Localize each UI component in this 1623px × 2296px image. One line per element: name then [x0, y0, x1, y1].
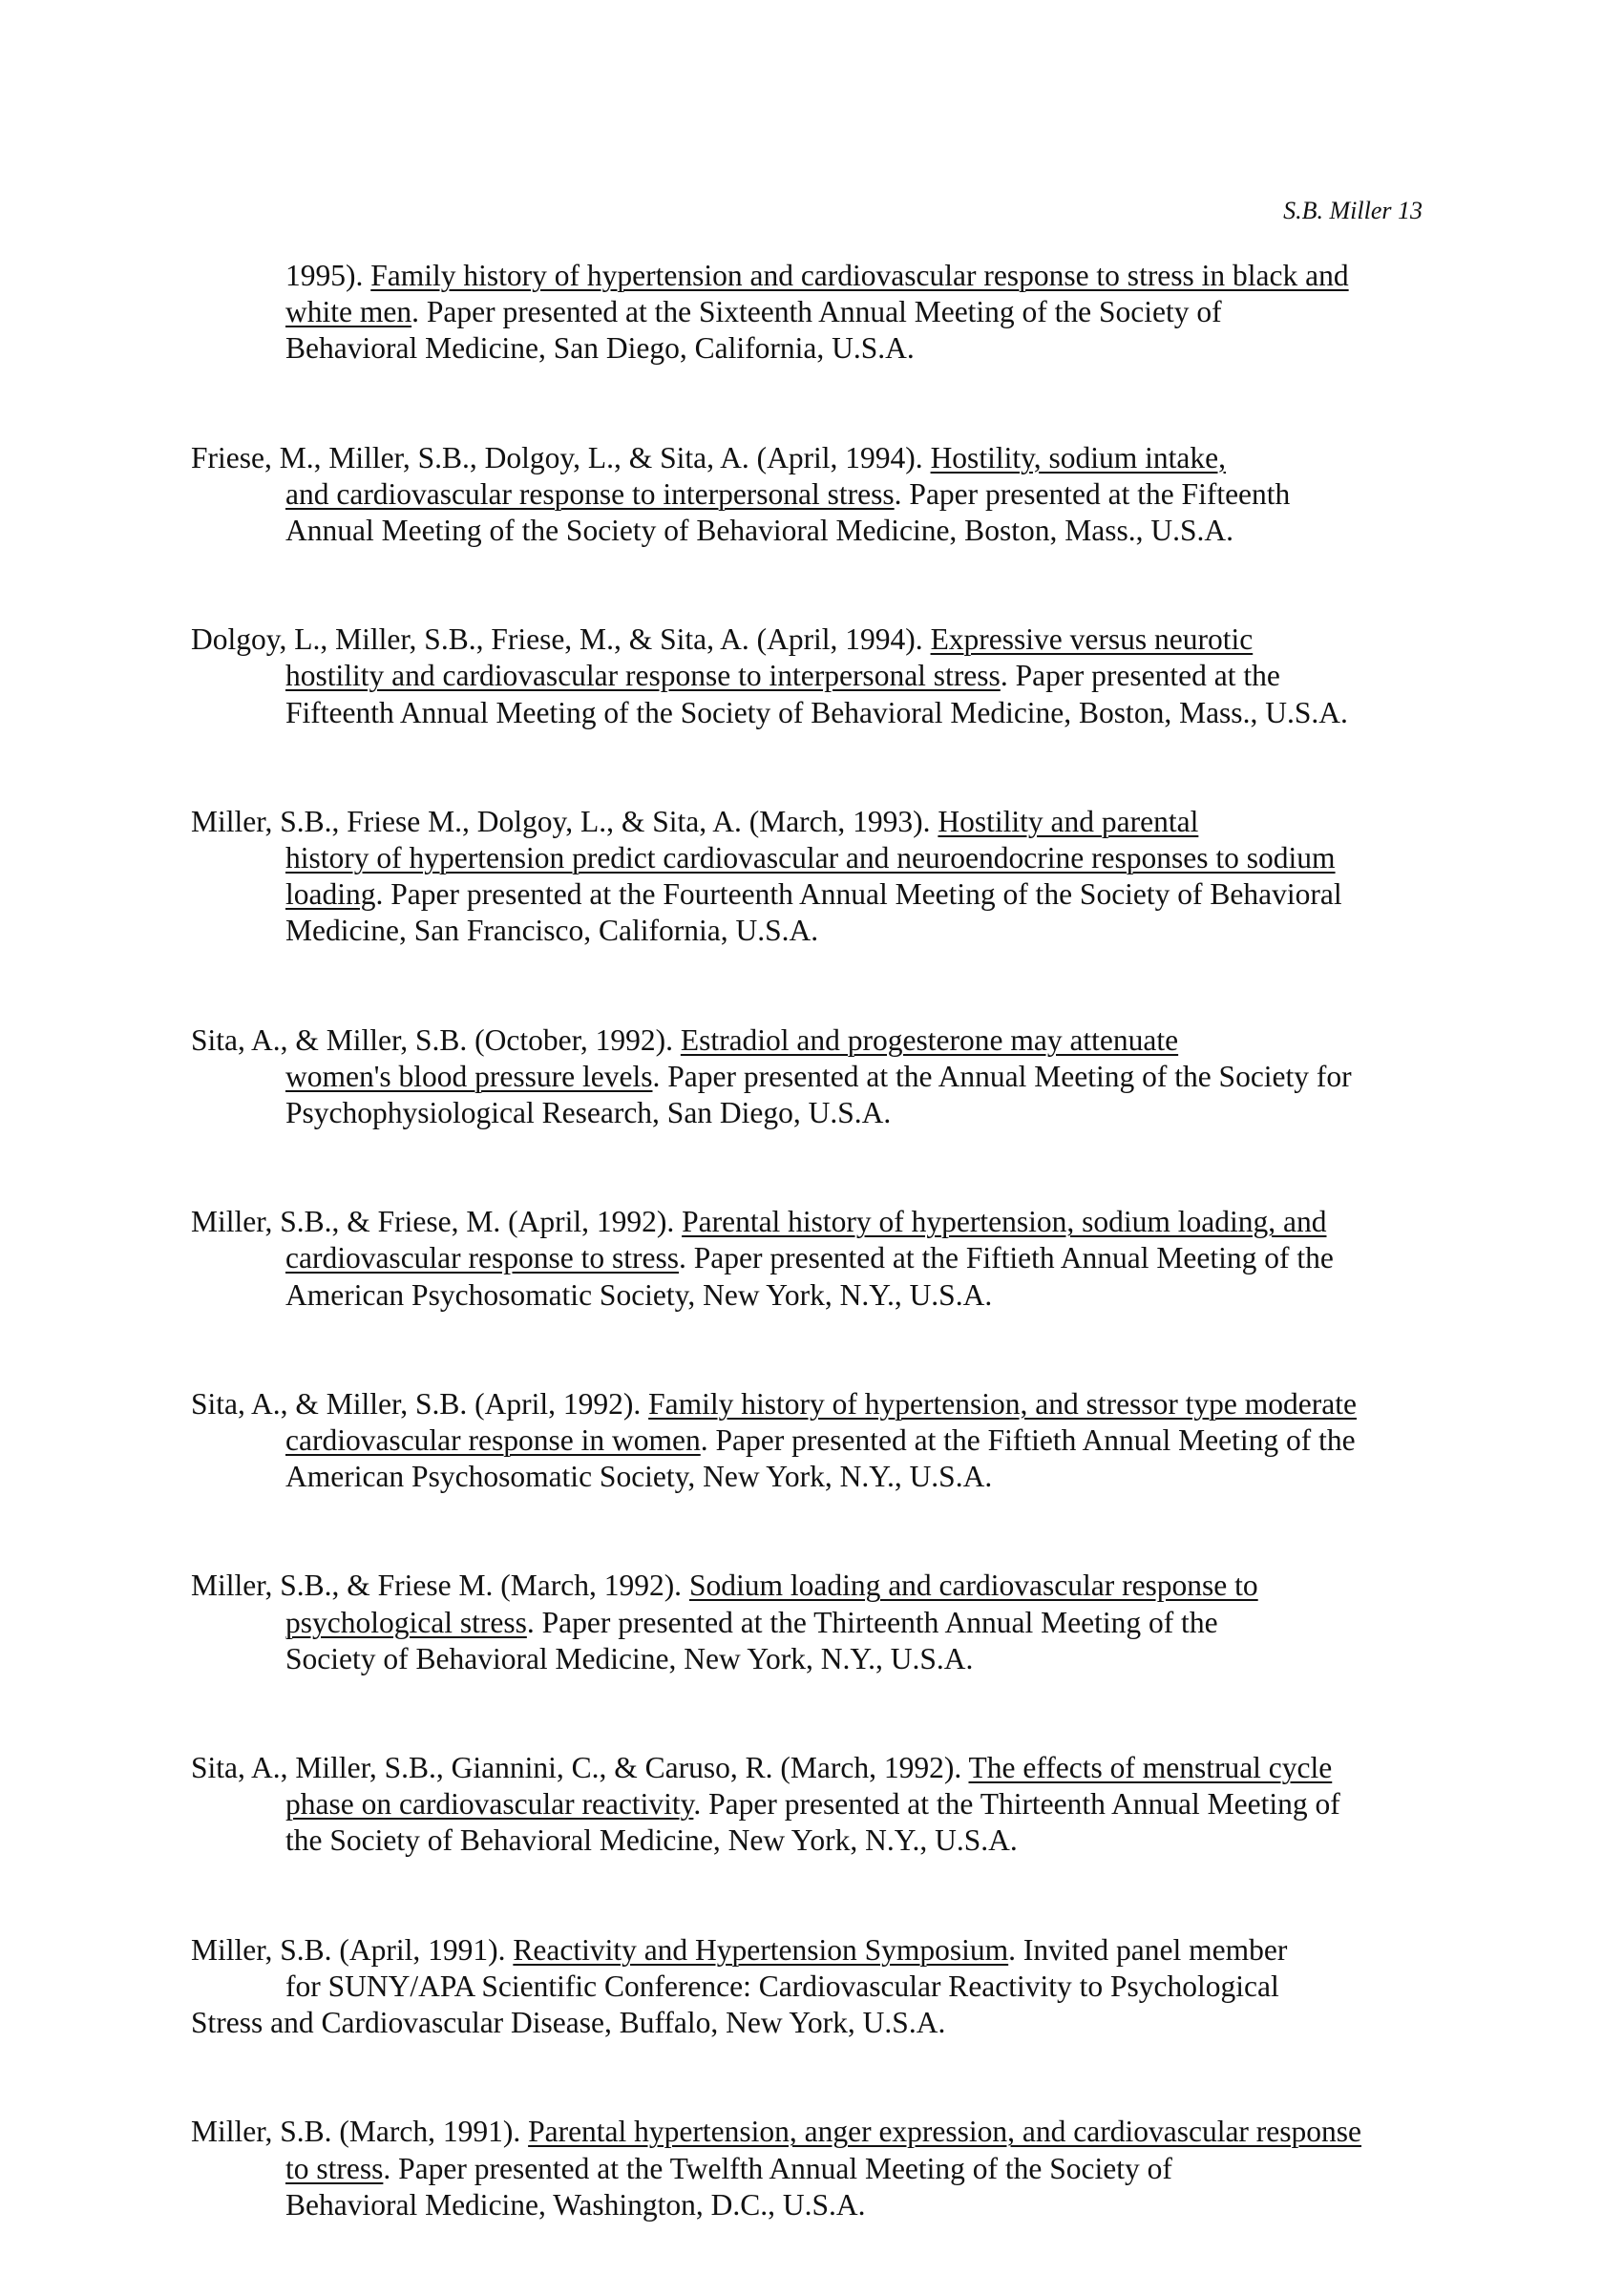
reference-entry: [191, 440, 1432, 550]
reference-line: [191, 294, 1432, 330]
reference-title-underlined: The effects of menstrual cycle: [968, 1751, 1333, 1785]
reference-title-underlined: loading: [285, 877, 376, 912]
reference-line: [191, 1240, 1432, 1276]
reference-title-underlined: women's blood pressure levels: [285, 1059, 653, 1093]
reference-line: [191, 2151, 1432, 2187]
reference-title-underlined: to stress: [285, 2151, 384, 2185]
reference-title-underlined: Expressive versus neurotic: [930, 622, 1254, 657]
reference-entry: [191, 621, 1432, 731]
reference-title-underlined: hostility and cardiovascular response to interpersonal stress: [285, 659, 1001, 693]
reference-title-underlined: Sodium loading and cardiovascular response to: [688, 1569, 1258, 1603]
reference-text-before: Society of Behavioral Medicine, New York, N.Y., U.S.A.: [285, 1641, 974, 1675]
reference-line: [191, 658, 1432, 694]
reference-line: [191, 1095, 1432, 1131]
reference-line: [191, 1605, 1432, 1641]
reference-text-before: Friese, M., Miller, S.B., Dolgoy, L., & Sita, A. (April, 1994).: [191, 440, 931, 474]
reference-text-after: . Paper presented at the Twelfth Annual Meeting of the Society of: [383, 2151, 1172, 2185]
reference-text-before: Miller, S.B. (March, 1991).: [191, 2115, 529, 2149]
reference-line: [191, 621, 1432, 658]
reference-line: [191, 1822, 1432, 1859]
reference-line: [191, 1459, 1432, 1495]
reference-text-before: Stress and Cardiovascular Disease, Buffalo, New York, U.S.A.: [191, 2006, 946, 2040]
reference-line: [191, 1204, 1432, 1240]
reference-title-underlined: Reactivity and Hypertension Symposium: [513, 1932, 1009, 1967]
reference-line: [191, 2187, 1432, 2223]
reference-text-before: Medicine, San Francisco, California, U.S.A.: [285, 914, 819, 948]
reference-text-before: American Psychosomatic Society, New York, N.Y., U.S.A.: [285, 1277, 993, 1312]
reference-title-underlined: and cardiovascular response to interpersonal stress: [285, 476, 895, 511]
reference-entry: [191, 1386, 1432, 1496]
reference-entry: [191, 2114, 1432, 2223]
reference-line: [191, 1969, 1432, 2005]
reference-line: [191, 1022, 1432, 1059]
reference-title-underlined: white men: [285, 295, 412, 329]
reference-title-underlined: psychological stress: [285, 1605, 527, 1639]
reference-text-after: . Paper presented at the Fourteenth Annual Meeting of the Society of Behavioral: [375, 877, 1342, 912]
reference-text-after: . Paper presented at the Sixteenth Annual Meeting of the Society of: [411, 295, 1222, 329]
reference-line: [191, 1750, 1432, 1786]
reference-line: [191, 695, 1432, 731]
reference-text-before: Miller, S.B., & Friese M. (March, 1992).: [191, 1569, 689, 1603]
reference-title-underlined: Parental history of hypertension, sodium loading, and: [682, 1205, 1327, 1239]
reference-entry: [191, 804, 1432, 950]
reference-line: [191, 440, 1432, 476]
reference-title-underlined: cardiovascular response in women: [285, 1423, 701, 1458]
reference-text-before: Miller, S.B. (April, 1991).: [191, 1932, 514, 1967]
reference-title-underlined: Family history of hypertension, and stressor type moderate: [648, 1386, 1357, 1421]
reference-text-before: 1995).: [285, 259, 371, 292]
reference-line: [191, 804, 1432, 840]
reference-text-after: . Paper presented at the Thirteenth Annual Meeting of: [693, 1787, 1340, 1822]
reference-line: [191, 2005, 1432, 2041]
reference-text-after: . Paper presented at the Fiftieth Annual Meeting of the: [679, 1241, 1334, 1275]
reference-text-after: . Invited panel member: [1008, 1932, 1288, 1967]
reference-text-before: Annual Meeting of the Society of Behavioral Medicine, Boston, Mass., U.S.A.: [285, 514, 1233, 548]
reference-entry: [191, 258, 1432, 368]
reference-entry: [191, 1022, 1432, 1132]
running-head: S.B. Miller 13: [1283, 197, 1423, 224]
reference-line: [191, 1932, 1432, 1969]
reference-line: [191, 258, 1432, 294]
reference-entry: [191, 1204, 1432, 1314]
reference-entry: [191, 1932, 1432, 2042]
reference-title-underlined: Hostility, sodium intake,: [930, 440, 1227, 474]
reference-text-after: . Paper presented at the Fiftieth Annual Meeting of the: [700, 1423, 1356, 1458]
reference-text-before: Dolgoy, L., Miller, S.B., Friese, M., & Sita, A. (April, 1994).: [191, 622, 931, 657]
reference-line: [191, 1786, 1432, 1822]
reference-line: [191, 330, 1432, 367]
reference-entry: [191, 1750, 1432, 1860]
reference-list: [191, 258, 1432, 2296]
reference-title-underlined: Hostility and parental: [938, 804, 1199, 838]
reference-text-before: for SUNY/APA Scientific Conference: Cardiovascular Reactivity to Psychological: [285, 1969, 1279, 2003]
reference-text-before: Miller, S.B., & Friese, M. (April, 1992).: [191, 1205, 683, 1239]
reference-text-before: Miller, S.B., Friese M., Dolgoy, L., & Sita, A. (March, 1993).: [191, 804, 938, 838]
reference-text-before: Behavioral Medicine, San Diego, California, U.S.A.: [285, 331, 915, 366]
reference-title-underlined: cardiovascular response to stress: [285, 1241, 679, 1275]
reference-title-underlined: Parental hypertension, anger expression, and cardiovascular response: [528, 2115, 1362, 2149]
reference-line: [191, 1059, 1432, 1095]
reference-line: [191, 1386, 1432, 1422]
reference-line: [191, 840, 1432, 876]
reference-line: [191, 513, 1432, 549]
reference-line: [191, 476, 1432, 513]
reference-title-underlined: Estradiol and progesterone may attenuate: [680, 1022, 1179, 1057]
reference-text-after: . Paper presented at the: [1000, 659, 1280, 693]
reference-text-before: American Psychosomatic Society, New York, N.Y., U.S.A.: [285, 1460, 993, 1494]
reference-line: [191, 1641, 1432, 1677]
reference-title-underlined: history of hypertension predict cardiovascular and neuroendocrine responses to sodium: [285, 841, 1336, 875]
reference-text-after: . Paper presented at the Thirteenth Annual Meeting of the: [526, 1605, 1218, 1639]
reference-line: [191, 1277, 1432, 1314]
reference-text-before: Fifteenth Annual Meeting of the Society of Behavioral Medicine, Boston, Mass., U.S.A.: [285, 695, 1348, 729]
reference-text-before: the Society of Behavioral Medicine, New York, N.Y., U.S.A.: [285, 1823, 1018, 1858]
reference-line: [191, 913, 1432, 949]
reference-title-underlined: phase on cardiovascular reactivity: [285, 1787, 694, 1822]
reference-entry: [191, 1568, 1432, 1677]
reference-text-before: Behavioral Medicine, Washington, D.C., U.S.A.: [285, 2187, 866, 2222]
reference-text-before: Sita, A., Miller, S.B., Giannini, C., & Caruso, R. (March, 1992).: [191, 1751, 969, 1785]
reference-title-underlined: Family history of hypertension and cardiovascular response to stress in black and: [370, 259, 1349, 292]
reference-line: [191, 2114, 1432, 2150]
reference-line: [191, 1422, 1432, 1459]
reference-line: [191, 1568, 1432, 1604]
reference-text-before: Psychophysiological Research, San Diego, U.S.A.: [285, 1096, 892, 1130]
reference-text-before: Sita, A., & Miller, S.B. (October, 1992).: [191, 1022, 681, 1057]
reference-text-before: Sita, A., & Miller, S.B. (April, 1992).: [191, 1386, 649, 1421]
reference-text-after: . Paper presented at the Annual Meeting of the Society for: [652, 1059, 1352, 1093]
reference-text-after: . Paper presented at the Fifteenth: [894, 476, 1291, 511]
reference-line: [191, 876, 1432, 913]
